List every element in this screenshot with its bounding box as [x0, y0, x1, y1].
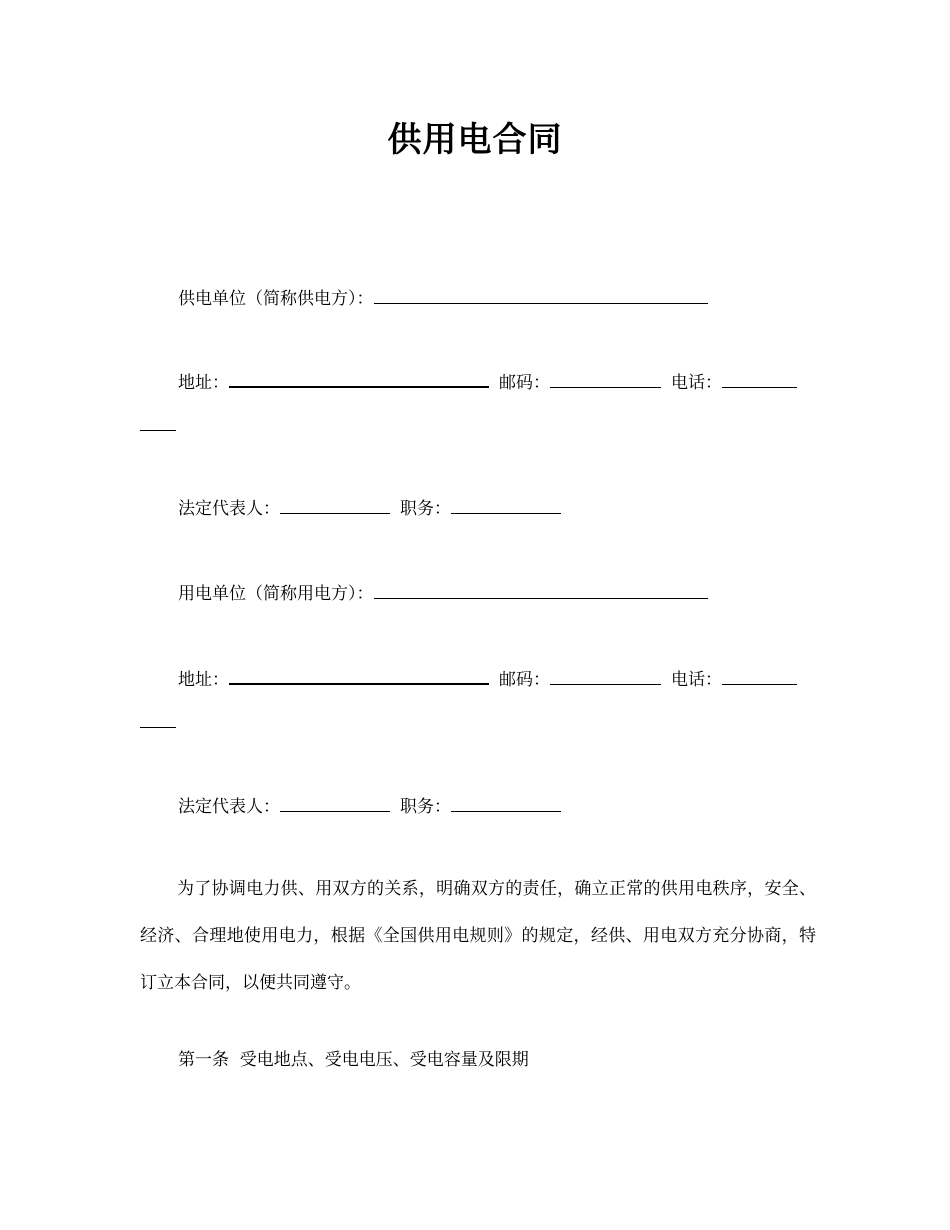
supplier-postcode-field[interactable] [550, 370, 661, 388]
supplier-unit-label: 供电单位（简称供电方）： [178, 289, 374, 309]
consumer-position-field[interactable] [451, 794, 561, 812]
supplier-postcode-label: 邮码： [499, 373, 550, 393]
supplier-address-label: 地址： [178, 373, 229, 393]
consumer-unit-field[interactable] [374, 581, 708, 599]
consumer-postcode-field[interactable] [550, 667, 661, 685]
consumer-unit-line [178, 581, 708, 605]
consumer-postcode-label: 邮码： [499, 670, 550, 690]
supplier-rep-label: 法定代表人： [178, 499, 280, 519]
supplier-address-field[interactable] [229, 369, 489, 388]
document-title: 供用电合同 [387, 120, 563, 160]
consumer-position-label: 职务： [400, 797, 451, 817]
article-1-heading: 第一条 受电地点、受电电压、受电容量及限期 [178, 1050, 529, 1070]
consumer-address-label: 地址： [178, 670, 229, 690]
consumer-rep-field[interactable] [280, 794, 390, 812]
consumer-address-line [178, 666, 797, 691]
consumer-phone-field-continuation[interactable] [140, 727, 176, 728]
supplier-phone-label: 电话： [671, 373, 722, 393]
supplier-position-field[interactable] [451, 496, 561, 514]
supplier-rep-line [178, 496, 561, 520]
consumer-rep-label: 法定代表人： [178, 797, 280, 817]
preamble-paragraph: 为了协调电力供、用双方的关系，明确双方的责任，确立正常的供用电秩序，安全、经济、合理地使用电力，根据《全国供用电规则》的规定，经供、用电双方充分协商，特订立本合同，以便共同遵守。 [140, 879, 816, 993]
supplier-unit-line [178, 286, 708, 310]
supplier-address-line [178, 369, 797, 394]
supplier-phone-field[interactable] [722, 370, 797, 388]
consumer-rep-line [178, 794, 561, 818]
supplier-rep-field[interactable] [280, 496, 390, 514]
consumer-unit-label: 用电单位（简称用电方）： [178, 584, 374, 604]
consumer-phone-field[interactable] [722, 667, 797, 685]
consumer-phone-label: 电话： [671, 670, 722, 690]
supplier-phone-field-continuation[interactable] [140, 430, 176, 431]
supplier-position-label: 职务： [400, 499, 451, 519]
supplier-unit-field[interactable] [374, 286, 708, 304]
consumer-address-field[interactable] [229, 666, 489, 685]
